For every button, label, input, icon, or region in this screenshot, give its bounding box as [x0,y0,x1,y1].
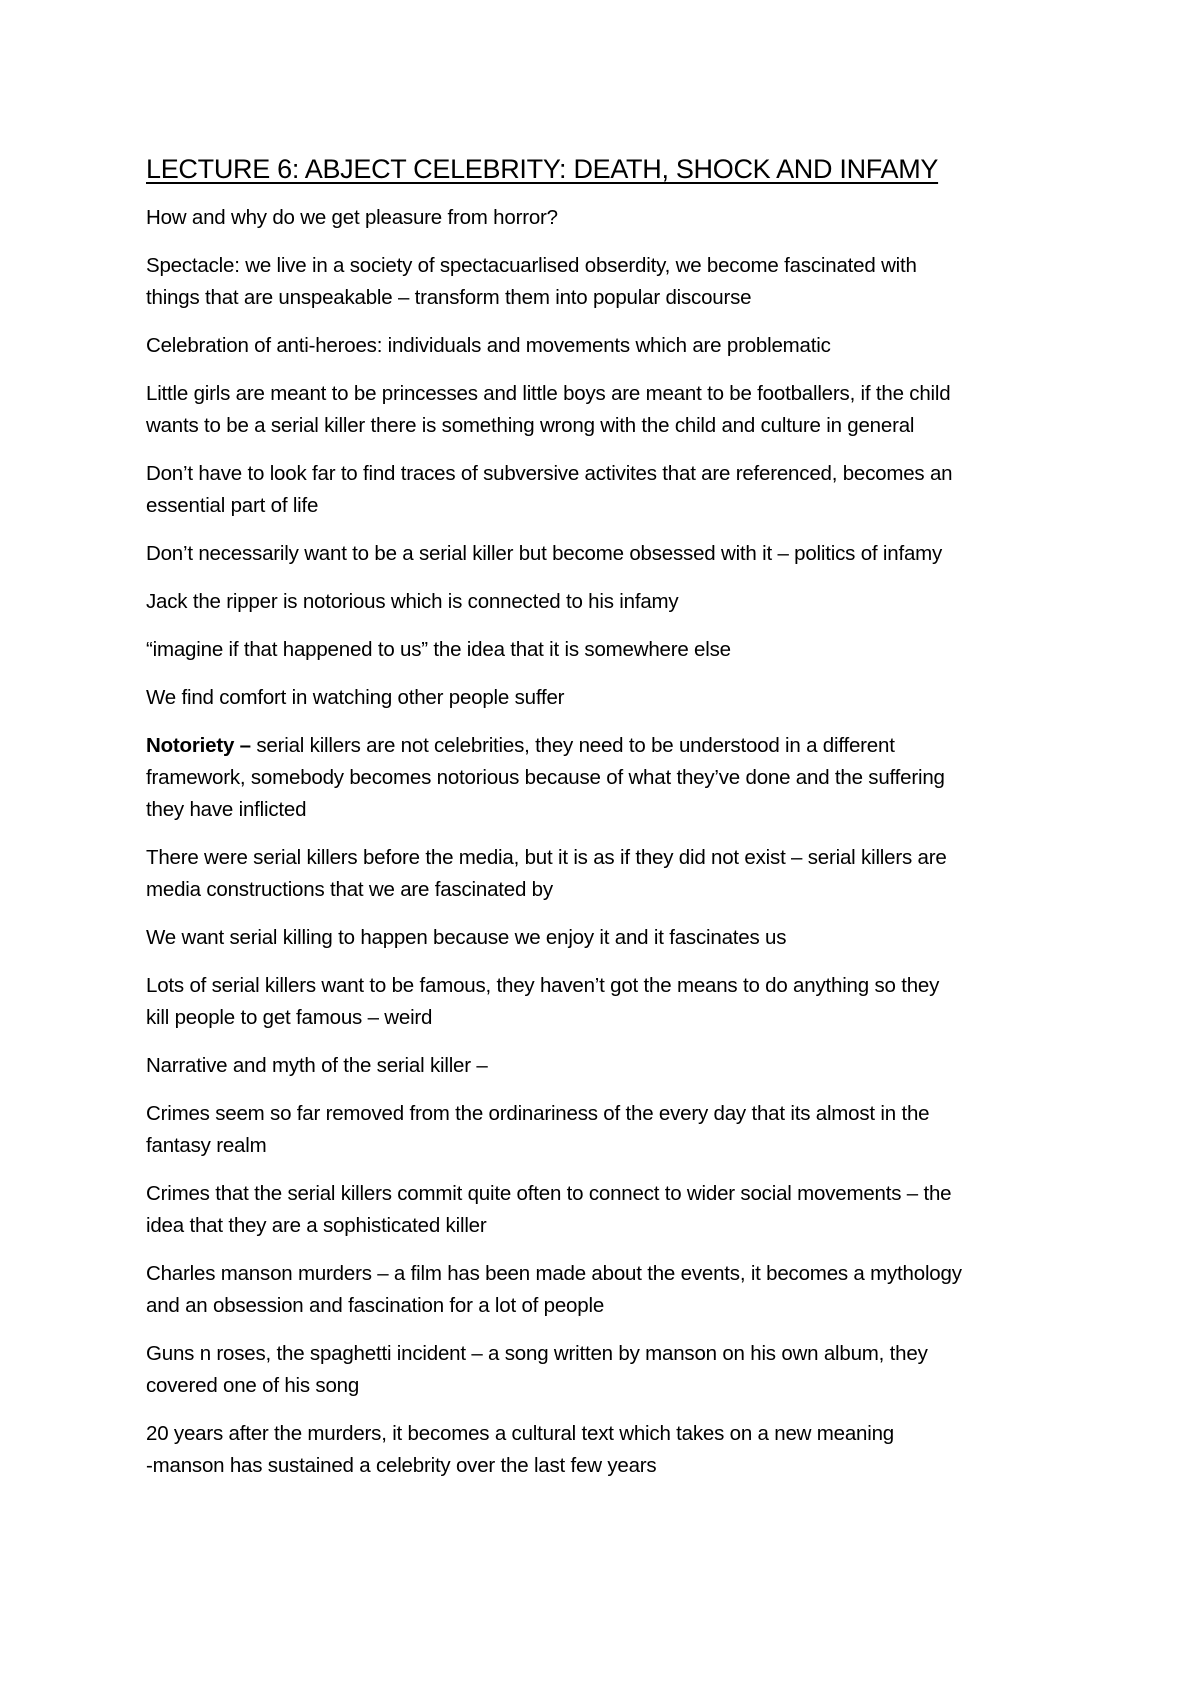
note-paragraph [146,330,1080,362]
note-line: Crimes that the serial killers commit quite often to connect to wider social movements – the [146,1182,952,1205]
note-paragraph [146,1418,1080,1482]
term-label: Notoriety – [146,734,251,757]
note-paragraph [146,1050,1080,1082]
note-paragraph [146,1338,1080,1402]
note-paragraph [146,586,1080,618]
note-paragraph [146,458,1080,522]
note-line: We find comfort in watching other people suffer [146,686,565,709]
note-line: Don’t have to look far to find traces of subversive activites that are referenced, becomes an [146,462,953,485]
note-line: -manson has sustained a celebrity over the last few years [146,1454,657,1477]
note-paragraph [146,842,1080,906]
note-paragraph [146,1178,1080,1242]
note-line: Narrative and myth of the serial killer – [146,1054,488,1077]
note-paragraph [146,634,1080,666]
note-line: How and why do we get pleasure from horror? [146,206,558,229]
note-line: kill people to get famous – weird [146,1006,433,1029]
note-line [146,730,1080,762]
note-line: There were serial killers before the media, but it is as if they did not exist – serial killers are [146,846,947,869]
note-line: framework, somebody becomes notorious because of what they’ve done and the suffering [146,766,945,789]
note-line: fantasy realm [146,1134,267,1157]
note-line: things that are unspeakable – transform them into popular discourse [146,286,752,309]
note-paragraph [146,1258,1080,1322]
note-line: Don’t necessarily want to be a serial killer but become obsessed with it – politics of infamy [146,542,943,565]
note-line: wants to be a serial killer there is something wrong with the child and culture in general [146,414,915,437]
note-line: and an obsession and fascination for a lot of people [146,1294,605,1317]
note-line: Lots of serial killers want to be famous, they haven’t got the means to do anything so they [146,974,940,997]
note-line: Little girls are meant to be princesses and little boys are meant to be footballers, if the child [146,382,951,405]
note-paragraph [146,922,1080,954]
note-line: 20 years after the murders, it becomes a cultural text which takes on a new meaning [146,1422,894,1445]
note-line: Charles manson murders – a film has been made about the events, it becomes a mythology [146,1262,962,1285]
note-line: Jack the ripper is notorious which is connected to his infamy [146,590,679,613]
note-paragraph [146,378,1080,442]
note-paragraph [146,250,1080,314]
lecture-title: LECTURE 6: ABJECT CELEBRITY: DEATH, SHOCK AND INFAMY [146,154,939,184]
note-line: media constructions that we are fascinated by [146,878,553,901]
note-paragraph [146,970,1080,1034]
note-line: essential part of life [146,494,319,517]
note-text: serial killers are not celebrities, they need to be understood in a different [250,734,895,757]
note-paragraph [146,1098,1080,1162]
note-line: covered one of his song [146,1374,360,1397]
note-line: Spectacle: we live in a society of spectacuarlised obserdity, we become fascinated with [146,254,917,277]
note-paragraph [146,202,1080,234]
note-line: “imagine if that happened to us” the idea that it is somewhere else [146,638,731,661]
note-line: idea that they are a sophisticated killer [146,1214,487,1237]
note-line: they have inflicted [146,798,307,821]
note-paragraph [146,682,1080,714]
note-line: Guns n roses, the spaghetti incident – a song written by manson on his own album, they [146,1342,928,1365]
notes-body [146,202,1080,1482]
note-paragraph [146,730,1080,826]
note-paragraph [146,538,1080,570]
note-line: Celebration of anti-heroes: individuals and movements which are problematic [146,334,831,357]
note-line: We want serial killing to happen because we enjoy it and it fascinates us [146,926,787,949]
note-line: Crimes seem so far removed from the ordinariness of the every day that its almost in the [146,1102,930,1125]
